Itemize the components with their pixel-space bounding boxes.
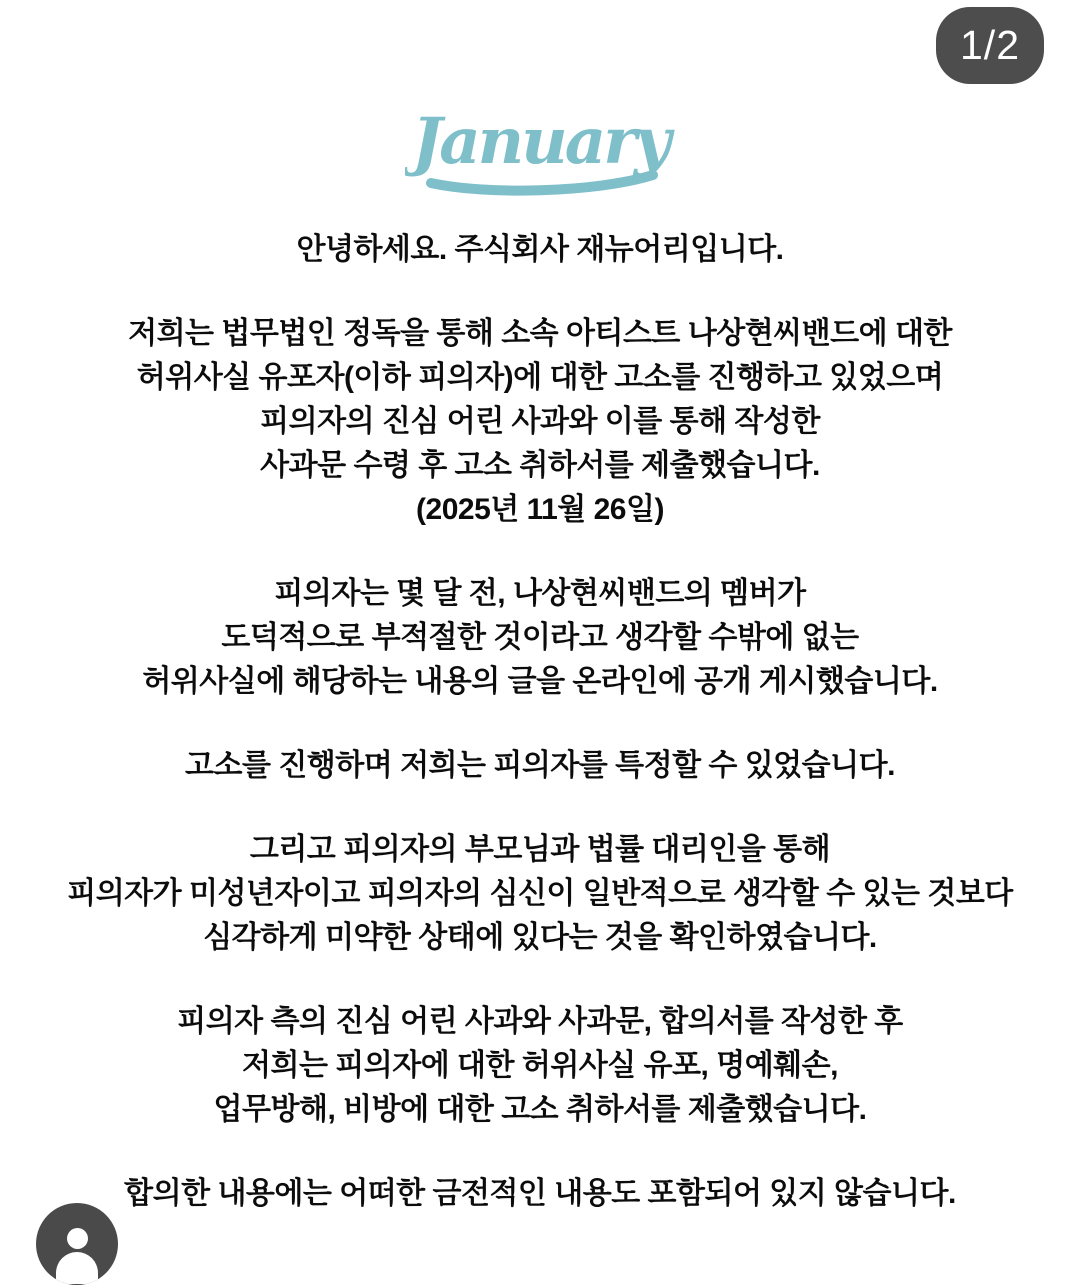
letter-line: 허위사실 유포자(이하 피의자)에 대한 고소를 진행하고 있었으며 [136, 361, 944, 394]
letter-line: 피의자의 진심 어린 사과와 이를 통해 작성한 [260, 405, 820, 438]
letter-line: 저희는 법무법인 정독을 통해 소속 아티스트 나상현씨밴드에 대한 [128, 317, 952, 350]
letter-line: 그리고 피의자의 부모님과 법률 대리인을 통해 [249, 833, 831, 866]
letter-line: 고소를 진행하며 저희는 피의자를 특정할 수 있었습니다. [185, 749, 895, 782]
january-wordmark-icon [405, 103, 675, 203]
wordmark-text: January [411, 104, 669, 179]
letter-line: 피의자는 몇 달 전, 나상현씨밴드의 멤버가 [274, 577, 806, 610]
page-indicator-badge [936, 7, 1044, 84]
letter-line: 심각하게 미약한 상태에 있다는 것을 확인하였습니다. [203, 921, 877, 954]
paragraph-settlement [0, 1000, 1080, 1132]
person-head-icon [67, 1228, 88, 1249]
letter-line: 피의자 측의 진심 어린 사과와 사과문, 합의서를 작성한 후 [177, 1005, 903, 1038]
announcement-letter [0, 228, 1080, 1216]
person-torso-icon [56, 1252, 98, 1284]
paragraph-no-money [0, 1172, 1080, 1216]
page-indicator-label: 1/2 [960, 22, 1020, 68]
letter-line: 허위사실에 해당하는 내용의 글을 온라인에 공개 게시했습니다. [142, 665, 938, 698]
letter-line: 업무방해, 비방에 대한 고소 취하서를 제출했습니다. [213, 1093, 867, 1126]
profile-avatar[interactable] [36, 1203, 118, 1285]
letter-line: 도덕적으로 부적절한 것이라고 생각할 수밖에 없는 [221, 621, 859, 654]
letter-line: (2025년 11월 26일) [416, 493, 664, 526]
letter-line: 합의한 내용에는 어떠한 금전적인 내용도 포함되어 있지 않습니다. [124, 1177, 956, 1210]
letter-line: 사과문 수령 후 고소 취하서를 제출했습니다. [260, 449, 820, 482]
paragraph-greeting [0, 228, 1080, 272]
paragraph-lawsuit-withdrawal [0, 312, 1080, 532]
letter-line: 저희는 피의자에 대한 허위사실 유포, 명예훼손, [242, 1049, 838, 1082]
brand-logo [0, 103, 1080, 203]
paragraph-identification [0, 744, 1080, 788]
paragraph-incident-description [0, 572, 1080, 704]
paragraph-suspect-condition [0, 828, 1080, 960]
letter-line: 안녕하세요. 주식회사 재뉴어리입니다. [296, 233, 784, 266]
letter-line: 피의자가 미성년자이고 피의자의 심신이 일반적으로 생각할 수 있는 것보다 [67, 877, 1013, 910]
